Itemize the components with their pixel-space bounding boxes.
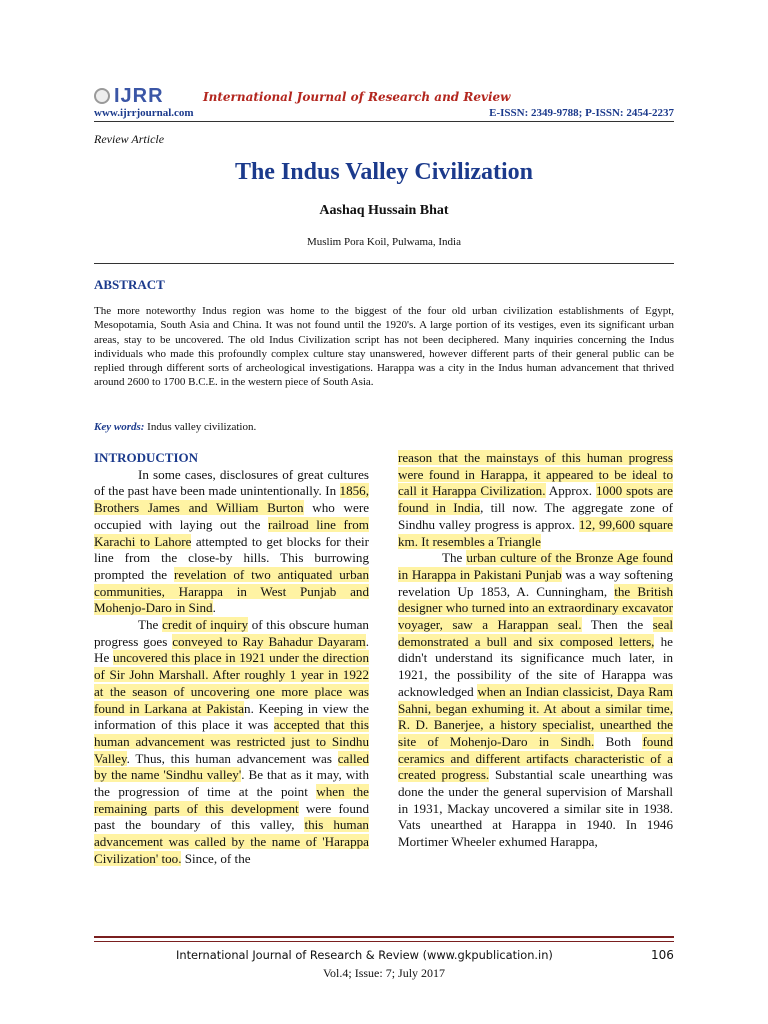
body-text: Substantial scale unearthing was done the under the general supervision of Marshall in 1931, Mackay uncovered a similar site in 1938. Vats unearthed at Harappa in 1940. In 1946 Mortimer Wheeler exhumed Harappa, [398,767,674,850]
body-text: The [138,617,163,633]
journal-name: International Journal of Research and Review [203,90,511,104]
body-text: Then the [581,617,653,633]
page-number: 106 [651,948,674,962]
highlighted-text: revelation of two antiquated urban communities, Harappa in West Punjab and Mohenjo-Daro in Sind [94,566,370,616]
page-title: The Indus Valley Civilization [234,159,534,185]
body-text: Since, of the [181,850,251,866]
highlighted-text: when the remaining parts of this development [94,784,369,816]
body-text: were found past the boundary of this valley, [94,800,369,833]
highlighted-text: 1000 spots are found in India [398,483,673,516]
footer-journal: International Journal of Research & Review (www.gkpublication.in) [176,948,553,962]
highlighted-text: found ceramics and different artifacts characteristic of a created progress. [398,733,673,783]
right-column-text [398,450,673,851]
body-paragraph [94,467,369,617]
highlighted-text: urban culture of the Bronze Age found in Harappa in Pakistani Punjab [398,550,673,582]
body-text: . [212,600,216,616]
footer-volume: Vol.4; Issue: 7; July 2017 [322,966,446,980]
introduction-heading: INTRODUCTION [94,450,199,465]
body-paragraph [398,450,673,550]
body-text: n. Keeping in view the information of this place it was [94,700,369,733]
body-paragraph [398,550,673,851]
highlighted-text: called by the name 'Sindhu valley' [94,750,369,783]
body-text: was a way softening revelation Up 1853, A. Cunningham, [398,566,673,599]
logo-text: IJRR [114,85,164,107]
body-text: The [442,550,467,566]
body-text: who were occupied with laying out the [94,500,369,532]
body-paragraph [94,617,369,868]
journal-website-link[interactable]: www.ijrrjournal.com [94,107,194,119]
highlighted-text: railroad line from Karachi to Lahore [94,516,369,549]
author: Aashaq Hussain Bhat [319,203,449,218]
body-text: Both [594,733,643,749]
highlighted-text: seal demonstrated a bull and six composed letters, [398,617,674,649]
body-text: . He [94,633,369,666]
seal-icon [94,88,110,104]
journal-logo [94,85,194,107]
keywords-label: Key words: [94,421,145,433]
article-type: Review Article [94,132,165,146]
affiliation: Muslim Pora Koil, Pulwama, India [307,236,461,248]
highlighted-text: the British designer who turned into an extraordinary excavator voyager, saw a Harappan seal. [398,583,673,633]
body-text: of this obscure human progress goes [94,617,369,649]
keywords [94,421,256,433]
abstract-text: The more noteworthy Indus region was home to the biggest of the four old urban civilization establishments of Egypt, Mesopotamia, South Asia and China. It was not found until the 1920's. A large portion of its vestiges, even its significant urban areas, stay to be uncovered. The old Indus Civilization script has not been deciphered. Many inquiries concerning the Indus individuals who made this profoundly complex culture stay unanswered, however different parts of their general public can be replied through different sorts of archeological investigations. Harappa was a city in the Indus human advancement that thrived around 2600 to 1700 B.C.E. in the western piece of South Asia. [94,305,674,389]
header-divider [94,121,674,122]
highlighted-text: accepted that this human advancement was restricted just to Sindhu Valley [94,717,369,766]
highlighted-text: 12, 99,600 square km. It resembles a Triangle [398,516,673,549]
highlighted-text: uncovered this place in 1921 under the direction of Sir John Marshall. After roughly 1 year in 1922 at the season of uncovering one more place was found in Larkana at Pakista [94,650,369,716]
highlighted-text: conveyed to Ray Bahadur Dayaram [172,633,366,649]
highlighted-text: reason that the mainstays of this human progress were found in Harappa, it appeared to be ideal to call it Harappa Civilization. [398,450,673,499]
body-text: In some cases, disclosures of great cultures of the past have been made unintentionally. In [94,466,369,499]
highlighted-text: this human advancement was called by the name of 'Harappa Civilization' too. [94,817,369,866]
body-text: Approx. [545,483,596,499]
body-text: , till now. The aggregate zone of Sindhu valley progress is approx. [398,500,673,532]
issn: E-ISSN: 2349-9788; P-ISSN: 2454-2237 [489,107,674,119]
body-text: . Be that as it may, with the progression of time at the point [94,767,369,800]
left-column [94,450,369,868]
left-column-text [94,467,369,868]
body-text: he didn't understand its significance much later, in 1921, the possibility of the site of Harappa was acknowledged [398,633,673,699]
body-text: . Thus, this human advancement was [126,750,338,766]
highlighted-text: 1856, Brothers James and William Burton [94,483,369,516]
right-column [398,450,673,851]
abstract-divider [94,263,674,264]
highlighted-text: when an Indian classicist, Daya Ram Sahni, began exhuming it. At about a similar time, R. D. Banerjee, a history specialist, unearthed the site of Mohenjo-Daro in Sindh. [398,683,673,749]
footer-divider-thin [94,941,674,942]
highlighted-text: credit of inquiry [162,617,248,633]
footer-divider [94,936,674,938]
abstract-heading: ABSTRACT [94,277,165,292]
body-text: attempted to get blocks for their line from the close-by hills. This burrowing prompted the [94,533,369,582]
keywords-text: Indus valley civilization. [144,421,257,433]
